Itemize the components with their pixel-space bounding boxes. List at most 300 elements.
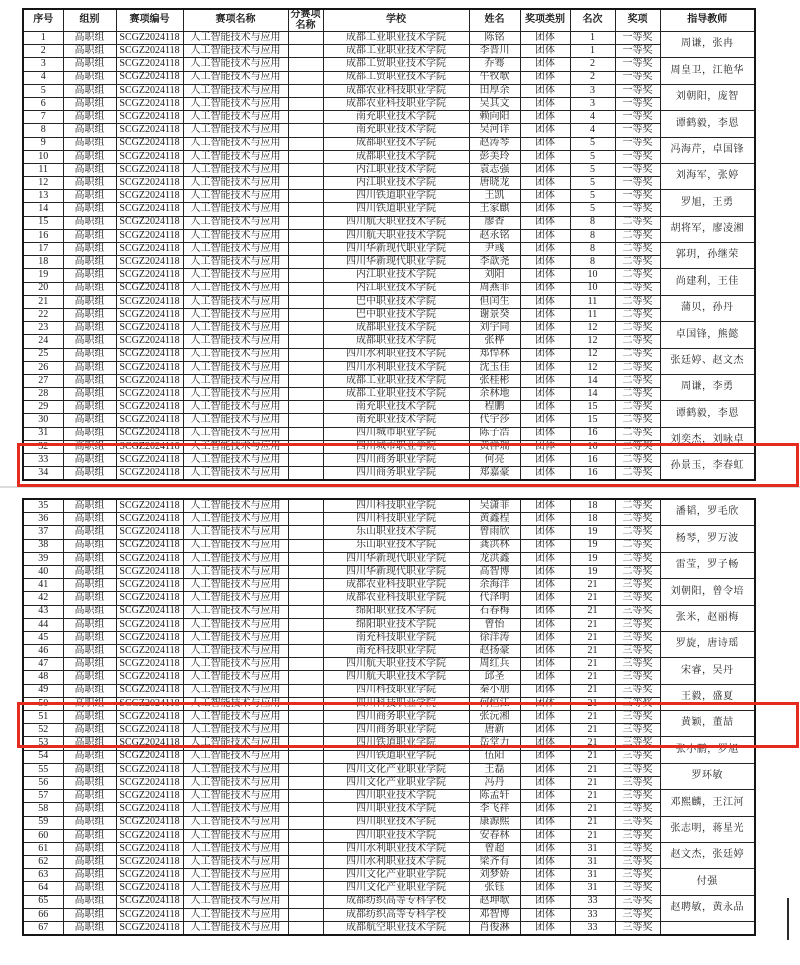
cell-rank: 1 [570, 32, 615, 45]
cell-no: 18 [23, 256, 63, 269]
column-header-7: 奖项类别 [520, 9, 570, 32]
cell-school: 四川铁道职业学院 [323, 750, 469, 763]
table-row [23, 513, 755, 526]
cell-event-code: SCGZ2024118 [116, 671, 183, 684]
cell-group: 高职组 [63, 645, 116, 658]
cell-rank: 19 [570, 552, 615, 565]
cell-award-category: 团体 [520, 565, 570, 578]
cell-name: 刘梦娇 [469, 869, 520, 882]
cell-school: 南充职业技术学院 [323, 414, 469, 427]
cell-award-category: 团体 [520, 414, 570, 427]
column-header-10: 指导教师 [660, 9, 755, 32]
cell-no: 12 [23, 177, 63, 190]
cell-school: 四川文化产业职业学院 [323, 776, 469, 789]
cell-event-code: SCGZ2024118 [116, 526, 183, 539]
cell-rank: 21 [570, 658, 615, 671]
cell-no: 46 [23, 645, 63, 658]
cell-sub-event [288, 124, 323, 137]
table-body-page-2 [23, 499, 755, 935]
cell-name: 高智博 [469, 565, 520, 578]
cell-school: 四川职业技术学院 [323, 829, 469, 842]
cell-group: 高职组 [63, 776, 116, 789]
cell-name: 龙洪鑫 [469, 552, 520, 565]
cell-award: 二等奖 [615, 539, 660, 552]
cell-teachers: 王毅，盛夏 [660, 684, 755, 710]
cell-sub-event [288, 895, 323, 908]
cell-school: 四川航天职业技术学院 [323, 658, 469, 671]
cell-award-category: 团体 [520, 592, 570, 605]
table-row [23, 737, 755, 750]
cell-award-category: 团体 [520, 645, 570, 658]
cell-sub-event [288, 177, 323, 190]
cell-sub-event [288, 803, 323, 816]
cell-sub-event [288, 256, 323, 269]
cell-group: 高职组 [63, 229, 116, 242]
cell-sub-event [288, 579, 323, 592]
cell-group: 高职组 [63, 618, 116, 631]
cell-school: 内江职业技术学院 [323, 163, 469, 176]
cell-name: 吴河详 [469, 124, 520, 137]
cell-award-category: 团体 [520, 256, 570, 269]
cell-rank: 5 [570, 163, 615, 176]
cell-event-code: SCGZ2024118 [116, 414, 183, 427]
cell-event-code: SCGZ2024118 [116, 592, 183, 605]
cell-sub-event [288, 631, 323, 644]
cell-rank: 33 [570, 908, 615, 921]
cell-award-category: 团体 [520, 737, 570, 750]
cell-event-code: SCGZ2024118 [116, 177, 183, 190]
cell-name: 王凯 [469, 190, 520, 203]
cell-school: 四川华新现代职业学院 [323, 256, 469, 269]
cell-group: 高职组 [63, 295, 116, 308]
cell-sub-event [288, 658, 323, 671]
cell-event-code: SCGZ2024118 [116, 440, 183, 453]
table-row [23, 922, 755, 936]
cell-event-name: 人工智能技术与应用 [183, 295, 288, 308]
cell-name: 梁齐有 [469, 856, 520, 869]
cell-teachers: 潘韬，罗毛欣 [660, 499, 755, 526]
cell-award: 一等奖 [615, 84, 660, 97]
cell-sub-event [288, 922, 323, 936]
cell-school: 四川航天职业技术学院 [323, 229, 469, 242]
cell-group: 高职组 [63, 388, 116, 401]
cell-award: 二等奖 [615, 229, 660, 242]
cell-rank: 16 [570, 454, 615, 467]
cell-name: 田厚余 [469, 84, 520, 97]
cell-event-name: 人工智能技术与应用 [183, 618, 288, 631]
cell-name: 何亮 [469, 454, 520, 467]
cell-no: 58 [23, 803, 63, 816]
cell-sub-event [288, 790, 323, 803]
cell-award-category: 团体 [520, 454, 570, 467]
table-row [23, 348, 755, 361]
cell-school: 四川职业技术学院 [323, 803, 469, 816]
cell-no: 14 [23, 203, 63, 216]
cell-sub-event [288, 335, 323, 348]
cell-school: 四川商务职业学院 [323, 711, 469, 724]
cell-award: 一等奖 [615, 71, 660, 84]
cell-group: 高职组 [63, 895, 116, 908]
cell-no: 9 [23, 137, 63, 150]
cell-award-category: 团体 [520, 579, 570, 592]
cell-award-category: 团体 [520, 697, 570, 710]
cell-sub-event [288, 552, 323, 565]
cell-award: 三等奖 [615, 790, 660, 803]
cell-event-code: SCGZ2024118 [116, 856, 183, 869]
cell-group: 高职组 [63, 499, 116, 513]
cell-no: 13 [23, 190, 63, 203]
column-header-5: 学校 [323, 9, 469, 32]
cell-event-code: SCGZ2024118 [116, 645, 183, 658]
cell-event-code: SCGZ2024118 [116, 711, 183, 724]
cell-group: 高职组 [63, 45, 116, 58]
cell-no: 25 [23, 348, 63, 361]
cell-award: 三等奖 [615, 882, 660, 895]
cell-teachers: 周皇卫，江艳华 [660, 58, 755, 84]
cell-rank: 8 [570, 216, 615, 229]
table-row [23, 869, 755, 882]
cell-teachers: 张廷婷、赵文杰 [660, 348, 755, 374]
cell-rank: 21 [570, 829, 615, 842]
table-row [23, 216, 755, 229]
cell-award-category: 团体 [520, 724, 570, 737]
cell-event-name: 人工智能技术与应用 [183, 631, 288, 644]
cell-award: 一等奖 [615, 150, 660, 163]
cell-sub-event [288, 842, 323, 855]
cell-rank: 19 [570, 526, 615, 539]
table-row [23, 658, 755, 671]
cell-award-category: 团体 [520, 618, 570, 631]
cell-event-name: 人工智能技术与应用 [183, 58, 288, 71]
cell-event-code: SCGZ2024118 [116, 882, 183, 895]
cell-award: 二等奖 [615, 552, 660, 565]
cell-event-code: SCGZ2024118 [116, 335, 183, 348]
cell-name: 程鹏 [469, 401, 520, 414]
cell-sub-event [288, 645, 323, 658]
cell-teachers: 赵文杰，张廷婷 [660, 842, 755, 868]
cell-sub-event [288, 427, 323, 440]
cell-teachers: 郭玥，孙继荣 [660, 243, 755, 269]
cell-award: 二等奖 [615, 414, 660, 427]
cell-award: 三等奖 [615, 856, 660, 869]
cell-rank: 31 [570, 842, 615, 855]
cell-group: 高职组 [63, 335, 116, 348]
cell-group: 高职组 [63, 256, 116, 269]
cell-event-name: 人工智能技术与应用 [183, 565, 288, 578]
table-row [23, 565, 755, 578]
cell-school: 四川商务职业学院 [323, 454, 469, 467]
cell-no: 63 [23, 869, 63, 882]
table-row [23, 816, 755, 829]
table-row [23, 645, 755, 658]
cell-rank: 14 [570, 388, 615, 401]
cell-rank: 2 [570, 58, 615, 71]
cell-award: 三等奖 [615, 869, 660, 882]
cell-name: 牛牧歌 [469, 71, 520, 84]
table-row [23, 803, 755, 816]
cell-name: 徐洋涛 [469, 631, 520, 644]
cell-event-name: 人工智能技术与应用 [183, 454, 288, 467]
cell-no: 11 [23, 163, 63, 176]
cell-rank: 21 [570, 763, 615, 776]
cell-sub-event [288, 71, 323, 84]
cell-no: 1 [23, 32, 63, 45]
cell-event-name: 人工智能技术与应用 [183, 816, 288, 829]
cell-no: 5 [23, 84, 63, 97]
cell-award-category: 团体 [520, 671, 570, 684]
cell-no: 39 [23, 552, 63, 565]
cell-school: 四川商务职业学院 [323, 724, 469, 737]
cell-school: 成都工业职业技术学院 [323, 45, 469, 58]
cell-award: 二等奖 [615, 374, 660, 387]
cell-event-name: 人工智能技术与应用 [183, 97, 288, 110]
cell-award-category: 团体 [520, 658, 570, 671]
cell-no: 61 [23, 842, 63, 855]
cell-award-category: 团体 [520, 631, 570, 644]
table-row [23, 671, 755, 684]
cell-rank: 16 [570, 440, 615, 453]
cell-award-category: 团体 [520, 58, 570, 71]
cell-sub-event [288, 203, 323, 216]
cell-award-category: 团体 [520, 440, 570, 453]
cell-sub-event [288, 414, 323, 427]
cell-group: 高职组 [63, 322, 116, 335]
cell-rank: 15 [570, 414, 615, 427]
cell-award-category: 团体 [520, 776, 570, 789]
cell-school: 内江职业技术学院 [323, 177, 469, 190]
cell-rank: 31 [570, 882, 615, 895]
cell-no: 8 [23, 124, 63, 137]
cell-group: 高职组 [63, 750, 116, 763]
table-row [23, 71, 755, 84]
cell-event-name: 人工智能技术与应用 [183, 229, 288, 242]
cell-sub-event [288, 58, 323, 71]
cell-event-code: SCGZ2024118 [116, 229, 183, 242]
cell-school: 成都工业职业技术学院 [323, 388, 469, 401]
cell-group: 高职组 [63, 684, 116, 697]
cell-award-category: 团体 [520, 282, 570, 295]
cell-school: 四川华新现代职业学院 [323, 552, 469, 565]
cell-school: 四川科技职业学院 [323, 513, 469, 526]
cell-group: 高职组 [63, 829, 116, 842]
cell-event-name: 人工智能技术与应用 [183, 592, 288, 605]
cell-award: 一等奖 [615, 45, 660, 58]
cell-event-code: SCGZ2024118 [116, 137, 183, 150]
cell-school: 成都工贸职业技术学院 [323, 58, 469, 71]
cell-school: 绵阳职业技术学院 [323, 618, 469, 631]
cell-event-code: SCGZ2024118 [116, 724, 183, 737]
cell-school: 成都农业科技职业学院 [323, 84, 469, 97]
cell-sub-event [288, 671, 323, 684]
cell-school: 四川水利职业技术学院 [323, 842, 469, 855]
cell-group: 高职组 [63, 163, 116, 176]
cell-group: 高职组 [63, 269, 116, 282]
cell-name: 曾超 [469, 842, 520, 855]
cell-no: 34 [23, 467, 63, 481]
cell-school: 成都职业技术学院 [323, 150, 469, 163]
cell-school: 成都职业技术学院 [323, 322, 469, 335]
cell-award: 二等奖 [615, 388, 660, 401]
cell-event-name: 人工智能技术与应用 [183, 829, 288, 842]
cell-event-code: SCGZ2024118 [116, 816, 183, 829]
cell-event-name: 人工智能技术与应用 [183, 111, 288, 124]
cell-name: 刘阳 [469, 269, 520, 282]
cell-sub-event [288, 295, 323, 308]
table-row [23, 322, 755, 335]
cell-name: 黄鑫程 [469, 513, 520, 526]
cell-name: 冯丹 [469, 776, 520, 789]
cell-school: 乐山职业技术学院 [323, 526, 469, 539]
cell-event-name: 人工智能技术与应用 [183, 842, 288, 855]
cell-no: 54 [23, 750, 63, 763]
cell-name: 赵涛琴 [469, 137, 520, 150]
cell-no: 57 [23, 790, 63, 803]
cell-teachers: 杨琴，罗万波 [660, 526, 755, 552]
table-row [23, 440, 755, 453]
cell-group: 高职组 [63, 308, 116, 321]
cell-group: 高职组 [63, 348, 116, 361]
cell-no: 44 [23, 618, 63, 631]
cell-award: 二等奖 [615, 348, 660, 361]
table-row [23, 163, 755, 176]
cell-award-category: 团体 [520, 348, 570, 361]
cell-event-code: SCGZ2024118 [116, 190, 183, 203]
cell-event-code: SCGZ2024118 [116, 631, 183, 644]
cell-award: 二等奖 [615, 427, 660, 440]
cell-event-code: SCGZ2024118 [116, 790, 183, 803]
cell-rank: 16 [570, 427, 615, 440]
cell-sub-event [288, 190, 323, 203]
cell-teachers: 罗环敏 [660, 763, 755, 789]
cell-event-name: 人工智能技术与应用 [183, 513, 288, 526]
cell-name: 彭美玲 [469, 150, 520, 163]
cell-event-name: 人工智能技术与应用 [183, 243, 288, 256]
table-row [23, 427, 755, 440]
table-row [23, 618, 755, 631]
cell-name: 曾雨欣 [469, 526, 520, 539]
cell-no: 66 [23, 908, 63, 921]
cell-event-code: SCGZ2024118 [116, 454, 183, 467]
cell-school: 成都农业科技职业学院 [323, 97, 469, 110]
cell-sub-event [288, 111, 323, 124]
cell-award: 三等奖 [615, 829, 660, 842]
cell-name: 尹彧 [469, 243, 520, 256]
cell-group: 高职组 [63, 842, 116, 855]
cell-rank: 14 [570, 374, 615, 387]
cell-name: 刘宇同 [469, 322, 520, 335]
table-row [23, 58, 755, 71]
cell-teachers: 宋睿，吴丹 [660, 658, 755, 684]
cell-no: 42 [23, 592, 63, 605]
cell-school: 四川水利职业技术学院 [323, 348, 469, 361]
cell-group: 高职组 [63, 361, 116, 374]
cell-group: 高职组 [63, 71, 116, 84]
cell-rank: 10 [570, 282, 615, 295]
cell-award: 二等奖 [615, 526, 660, 539]
table-row [23, 776, 755, 789]
cell-name: 邱圣 [469, 671, 520, 684]
cell-school: 南充科技职业学院 [323, 631, 469, 644]
cell-rank: 11 [570, 295, 615, 308]
cell-award: 三等奖 [615, 697, 660, 710]
cell-award: 三等奖 [615, 908, 660, 921]
cell-teachers [660, 922, 755, 936]
cell-group: 高职组 [63, 737, 116, 750]
table-row [23, 750, 755, 763]
cell-name: 张桦 [469, 335, 520, 348]
cell-sub-event [288, 269, 323, 282]
cell-event-code: SCGZ2024118 [116, 908, 183, 921]
cell-sub-event [288, 97, 323, 110]
cell-sub-event [288, 84, 323, 97]
cell-sub-event [288, 684, 323, 697]
cell-event-name: 人工智能技术与应用 [183, 137, 288, 150]
cell-award: 二等奖 [615, 454, 660, 467]
cell-award-category: 团体 [520, 203, 570, 216]
cell-school: 巴中职业技术学院 [323, 295, 469, 308]
cell-name: 谢景癸 [469, 308, 520, 321]
cell-award: 二等奖 [615, 513, 660, 526]
cell-rank: 18 [570, 499, 615, 513]
cell-award-category: 团体 [520, 361, 570, 374]
cell-event-code: SCGZ2024118 [116, 322, 183, 335]
scan-artifact-line [787, 898, 789, 940]
cell-sub-event [288, 150, 323, 163]
cell-teachers: 孙景玉，李春虹 [660, 454, 755, 481]
cell-event-name: 人工智能技术与应用 [183, 414, 288, 427]
cell-name: 石春梅 [469, 605, 520, 618]
cell-no: 53 [23, 737, 63, 750]
cell-event-name: 人工智能技术与应用 [183, 374, 288, 387]
column-header-0: 序号 [23, 9, 63, 32]
cell-award-category: 团体 [520, 269, 570, 282]
cell-sub-event [288, 348, 323, 361]
cell-group: 高职组 [63, 565, 116, 578]
cell-name: 赵扬豪 [469, 645, 520, 658]
cell-rank: 21 [570, 618, 615, 631]
cell-teachers: 张志明，蒋星光 [660, 816, 755, 842]
cell-event-name: 人工智能技术与应用 [183, 45, 288, 58]
table-row [23, 203, 755, 216]
cell-sub-event [288, 882, 323, 895]
cell-award-category: 团体 [520, 763, 570, 776]
cell-group: 高职组 [63, 882, 116, 895]
cell-event-code: SCGZ2024118 [116, 803, 183, 816]
cell-group: 高职组 [63, 697, 116, 710]
cell-event-name: 人工智能技术与应用 [183, 856, 288, 869]
cell-award: 一等奖 [615, 137, 660, 150]
cell-award: 三等奖 [615, 737, 660, 750]
cell-event-code: SCGZ2024118 [116, 467, 183, 481]
cell-event-name: 人工智能技术与应用 [183, 269, 288, 282]
cell-school: 四川科技职业学院 [323, 684, 469, 697]
cell-event-name: 人工智能技术与应用 [183, 361, 288, 374]
cell-event-code: SCGZ2024118 [116, 552, 183, 565]
cell-event-code: SCGZ2024118 [116, 374, 183, 387]
table-row [23, 454, 755, 467]
cell-event-code: SCGZ2024118 [116, 737, 183, 750]
cell-school: 成都农业科技职业学院 [323, 579, 469, 592]
cell-no: 16 [23, 229, 63, 242]
cell-no: 64 [23, 882, 63, 895]
cell-rank: 21 [570, 605, 615, 618]
cell-sub-event [288, 454, 323, 467]
cell-name: 周燕菲 [469, 282, 520, 295]
cell-name: 郑悍林 [469, 348, 520, 361]
cell-rank: 2 [570, 71, 615, 84]
cell-award: 三等奖 [615, 776, 660, 789]
cell-rank: 31 [570, 856, 615, 869]
